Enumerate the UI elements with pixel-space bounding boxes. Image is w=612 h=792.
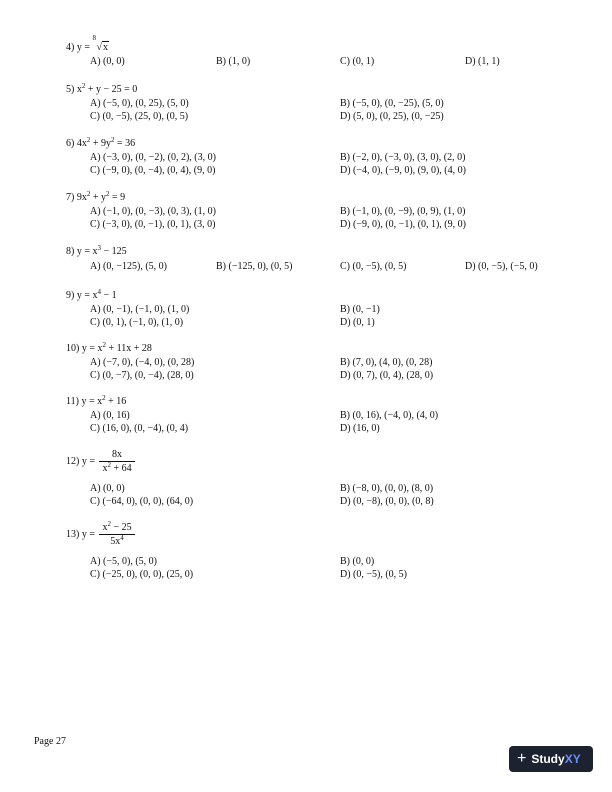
question-stem: 9) $y = x^4 - 1$ [66,288,117,301]
option-b: B) (0, −1) [340,304,380,315]
option-c: C) (−3, 0), (0, −1), (0, 1), (3, 0) [90,219,216,230]
option-a: A) (−7, 0), (−4, 0), (0, 28) [90,357,195,368]
option-d: D) (0, −5), (0, 5) [340,569,408,580]
option-b: B) (−8, 0), (0, 0), (8, 0) [340,483,434,494]
plus-icon: + [517,750,527,767]
question-stem: 12) y = $\frac{8x}{x^2 + 64}$ [66,449,135,474]
option-b: B) (1, 0) [216,56,251,67]
question-stem: 13) y = $\frac{x^2 - 25}{5x^4}$ [66,522,135,547]
option-b: B) (7, 0), (4, 0), (0, 28) [340,357,433,368]
option-c: C) (−25, 0), (0, 0), (25, 0) [90,569,194,580]
page-number: Page 27 [34,736,66,747]
option-d: D) (0, −5), (−5, 0) [465,261,538,272]
option-d: D) (0, −8), (0, 0), (0, 8) [340,496,434,507]
option-b: B) (0, 16), (−4, 0), (4, 0) [340,410,439,421]
option-d: D) (−4, 0), (−9, 0), (9, 0), (4, 0) [340,165,466,176]
option-a: A) (0, 0) [90,56,125,67]
option-c: C) (16, 0), (0, −4), (0, 4) [90,423,189,434]
option-b: B) (−1, 0), (0, −9), (0, 9), (1, 0) [340,206,466,217]
question-stem: 6) $4x^2 + 9y^2 = 36$ [66,136,136,149]
option-c: C) (−9, 0), (0, −4), (0, 4), (9, 0) [90,165,216,176]
fraction: $\frac{x^2 - 25}{5x^4}$ [99,522,134,547]
question-stem: 4) y = 8 √x [66,34,108,53]
option-a: A) (0, 16) [90,410,130,421]
option-a: A) (−3, 0), (0, −2), (0, 2), (3, 0) [90,152,216,163]
option-c: C) (0, −5), (0, 5) [340,261,407,272]
option-d: D) (1, 1) [465,56,500,67]
question-stem: 5) $x^2 + y - 25 = 0$ [66,82,138,95]
option-d: D) (5, 0), (0, 25), (0, −25) [340,111,444,122]
option-c: C) (0, 1), (−1, 0), (1, 0) [90,317,184,328]
question-stem: 8) $y = x^3 - 125$ [66,244,127,257]
option-a: A) (−1, 0), (0, −3), (0, 3), (1, 0) [90,206,216,217]
question-stem: 10) $y = x^2 + 11x + 28$ [66,341,152,354]
fraction: $\frac{8x}{x^2 + 64}$ [99,449,134,474]
option-d: D) (−9, 0), (0, −1), (0, 1), (9, 0) [340,219,466,230]
option-b: B) (−5, 0), (0, −25), (5, 0) [340,98,444,109]
option-b: B) (−125, 0), (0, 5) [216,261,293,272]
brand-name: StudyXY [531,752,581,766]
option-a: A) (0, −125), (5, 0) [90,261,168,272]
option-a: A) (−5, 0), (0, 25), (5, 0) [90,98,189,109]
option-d: D) (0, 7), (0, 4), (28, 0) [340,370,434,381]
option-c: C) (0, −5), (25, 0), (0, 5) [90,111,189,122]
studyxy-logo[interactable] [509,746,593,772]
option-c: C) (0, −7), (0, −4), (28, 0) [90,370,194,381]
option-a: A) (−5, 0), (5, 0) [90,556,158,567]
option-d: D) (16, 0) [340,423,380,434]
nth-root: 8 √x [92,34,108,53]
option-b: B) (0, 0) [340,556,375,567]
option-a: A) (0, −1), (−1, 0), (1, 0) [90,304,190,315]
option-c: C) (−64, 0), (0, 0), (64, 0) [90,496,194,507]
option-a: A) (0, 0) [90,483,125,494]
option-d: D) (0, 1) [340,317,375,328]
question-stem: 11) $y = x^2 + 16$ [66,394,127,407]
question-stem: 7) $9x^2 + y^2 = 9$ [66,190,126,203]
option-c: C) (0, 1) [340,56,375,67]
option-b: B) (−2, 0), (−3, 0), (3, 0), (2, 0) [340,152,466,163]
